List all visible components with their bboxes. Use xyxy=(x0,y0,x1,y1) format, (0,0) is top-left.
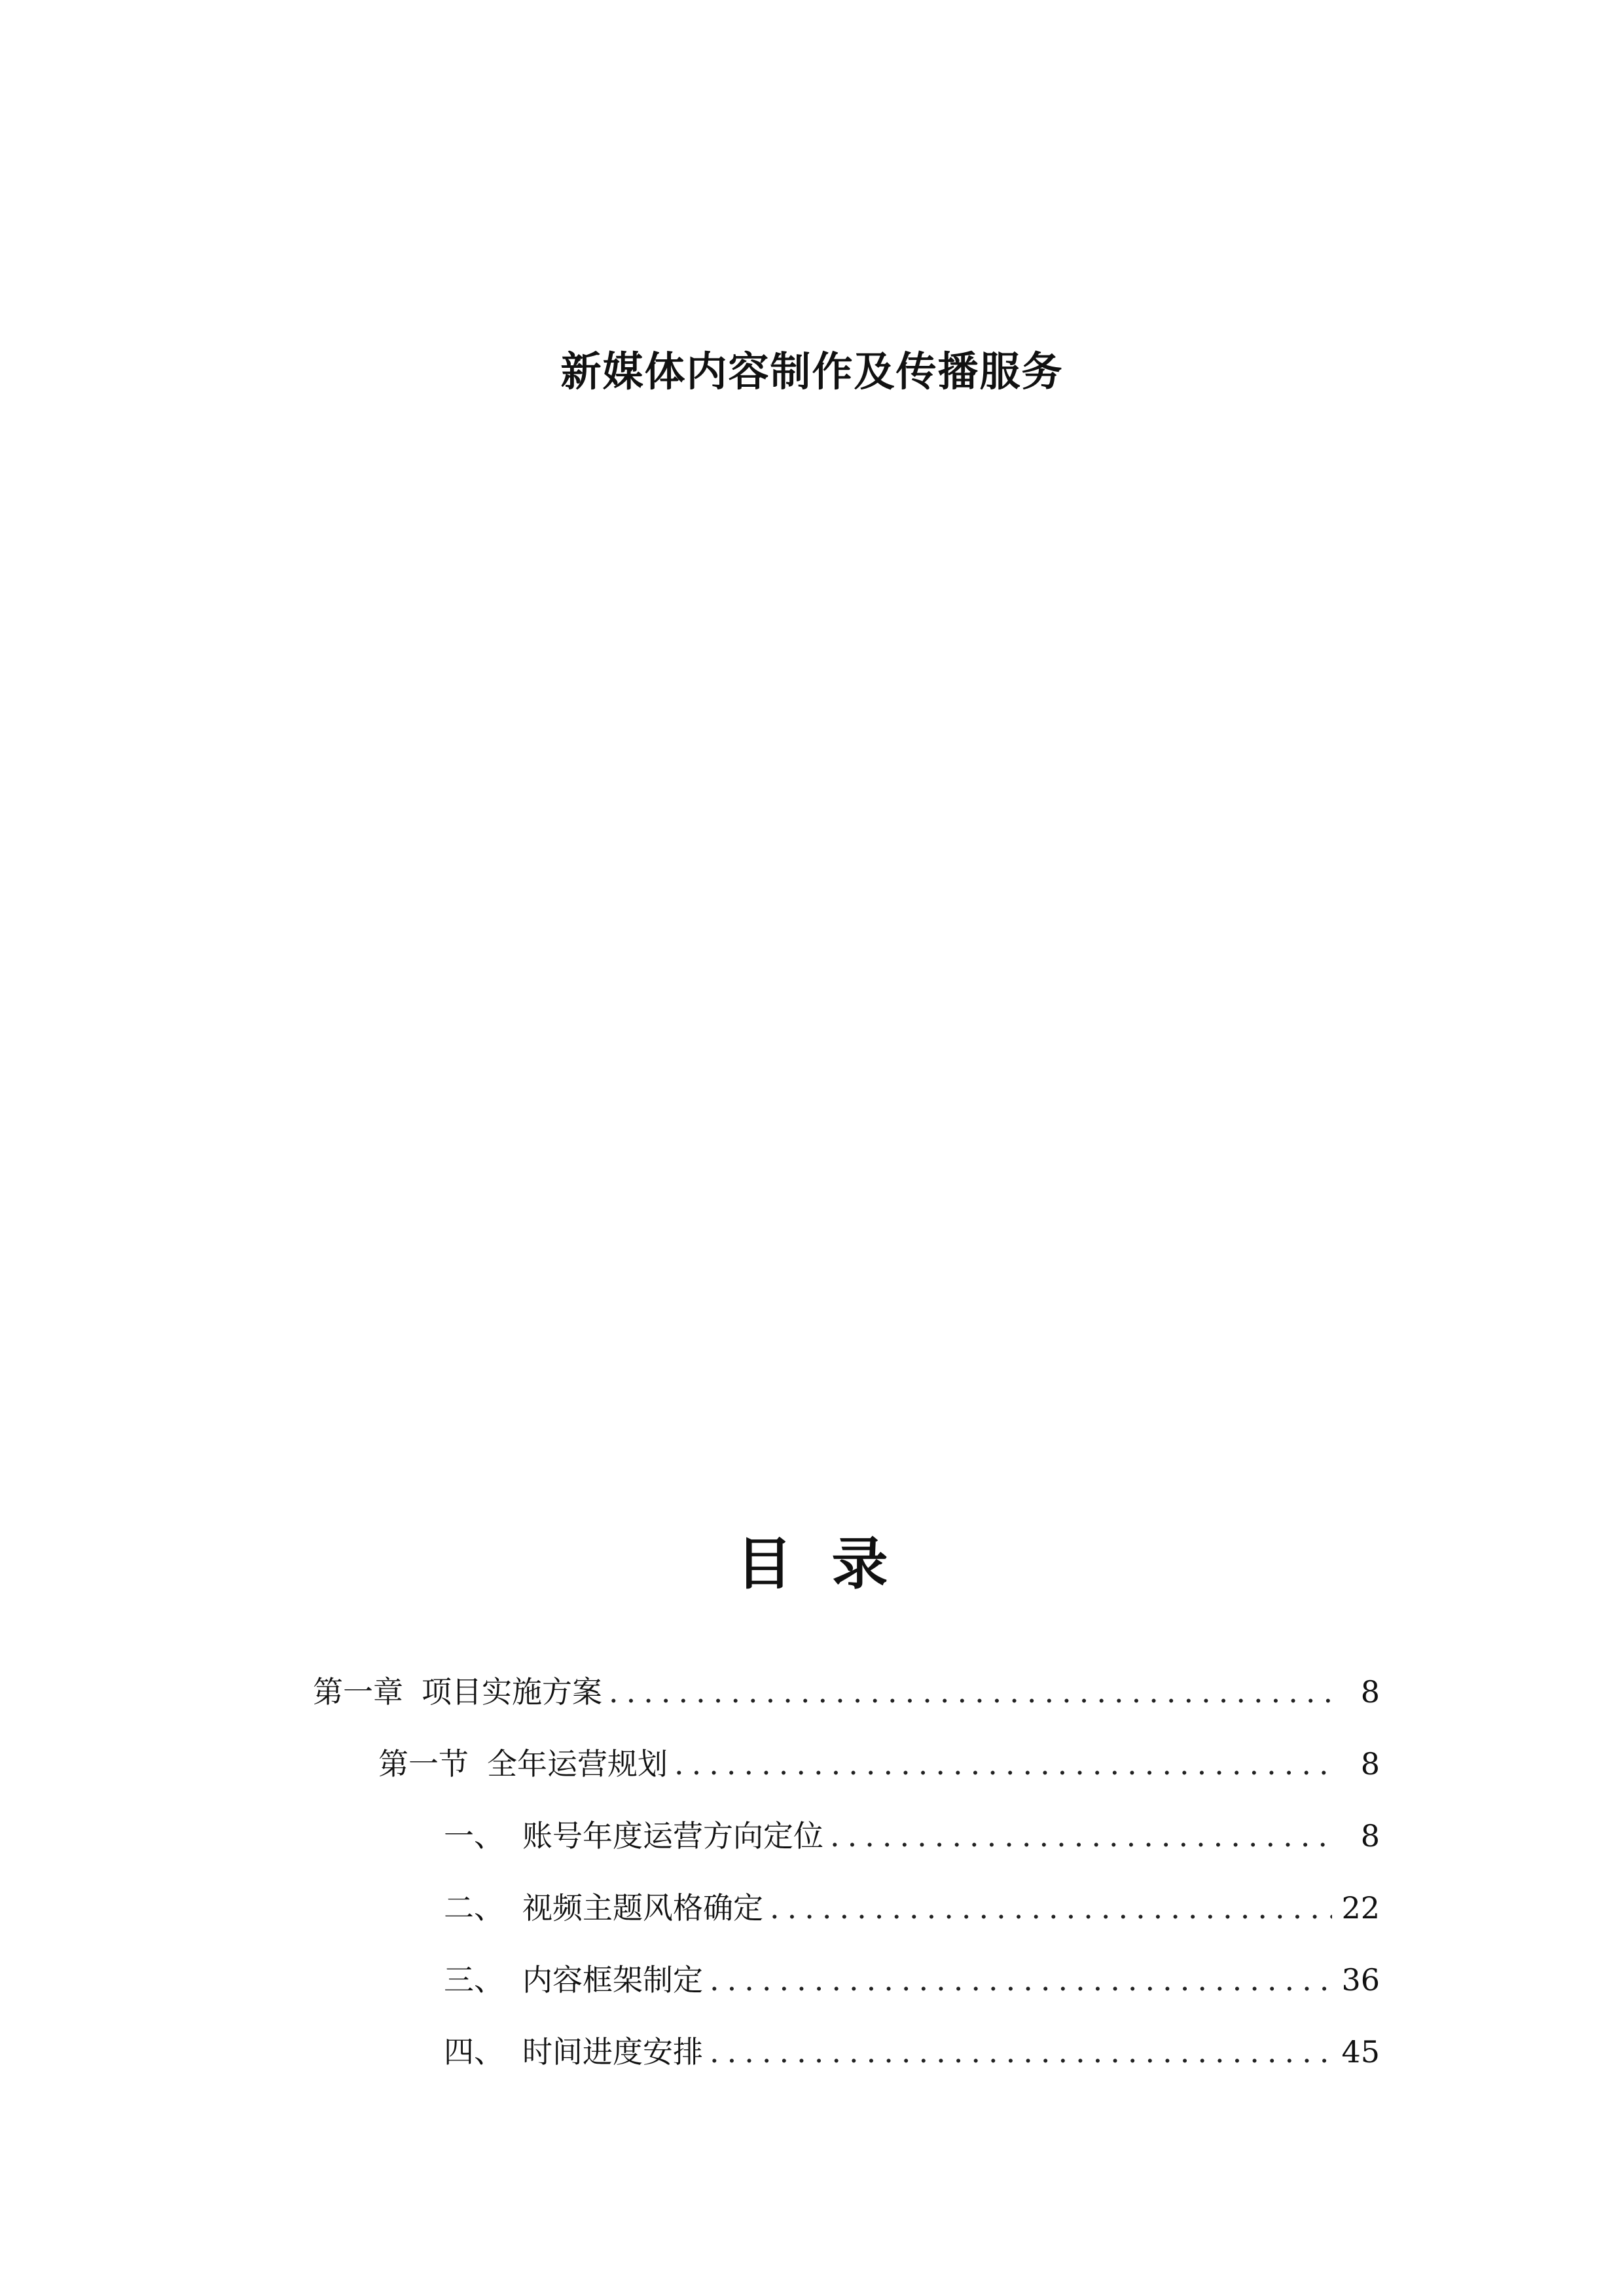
toc-entry-label: 时间进度安排 xyxy=(522,2034,703,2070)
toc-dot-leader xyxy=(710,1944,1332,2016)
toc-entry-label: 账号年度运营方向定位 xyxy=(522,1818,823,1854)
toc-entry-item-3[interactable] xyxy=(313,1944,1380,2016)
toc-dot-leader xyxy=(830,1800,1338,1872)
toc-entry-page: 8 xyxy=(1360,1746,1380,1782)
toc-entry-number: 一、 xyxy=(444,1818,504,1854)
toc-entry-page: 36 xyxy=(1341,1962,1380,1998)
toc-heading-char-1: 目 xyxy=(736,1532,793,1597)
toc-entry-label: 视频主题风格确定 xyxy=(522,1890,763,1926)
toc-entry-page: 8 xyxy=(1360,1674,1380,1710)
toc-dot-leader xyxy=(770,1872,1332,1944)
toc-heading xyxy=(0,1522,1624,1607)
toc-entry-number: 二、 xyxy=(444,1890,504,1926)
toc-entry-number: 第一章 xyxy=(313,1674,403,1710)
toc-dot-leader xyxy=(609,1656,1338,1728)
toc-entry-number: 第一节 xyxy=(378,1746,469,1782)
document-title: 新媒体内容制作及传播服务 xyxy=(560,348,1064,395)
toc-entry-chapter-1[interactable] xyxy=(313,1656,1380,1728)
toc-dot-leader xyxy=(674,1728,1338,1800)
toc-dot-leader xyxy=(710,2016,1332,2088)
toc-entry-item-1[interactable] xyxy=(313,1800,1380,1872)
toc-entry-label: 全年运营规划 xyxy=(487,1746,668,1782)
toc-entry-number: 三、 xyxy=(444,1962,504,1998)
toc-entry-page: 45 xyxy=(1341,2034,1380,2070)
toc-entry-number: 四、 xyxy=(444,2034,504,2070)
toc-entry-item-2[interactable] xyxy=(313,1872,1380,1944)
toc-entry-page: 22 xyxy=(1341,1890,1380,1926)
toc-entry-item-4[interactable] xyxy=(313,2016,1380,2088)
toc-entry-label: 内容框架制定 xyxy=(522,1962,703,1998)
toc-heading-char-2: 录 xyxy=(831,1532,888,1597)
toc-entry-label: 项目实施方案 xyxy=(422,1674,602,1710)
toc-entry-section-1[interactable] xyxy=(313,1728,1380,1800)
table-of-contents xyxy=(313,1656,1380,2088)
toc-entry-page: 8 xyxy=(1360,1818,1380,1854)
